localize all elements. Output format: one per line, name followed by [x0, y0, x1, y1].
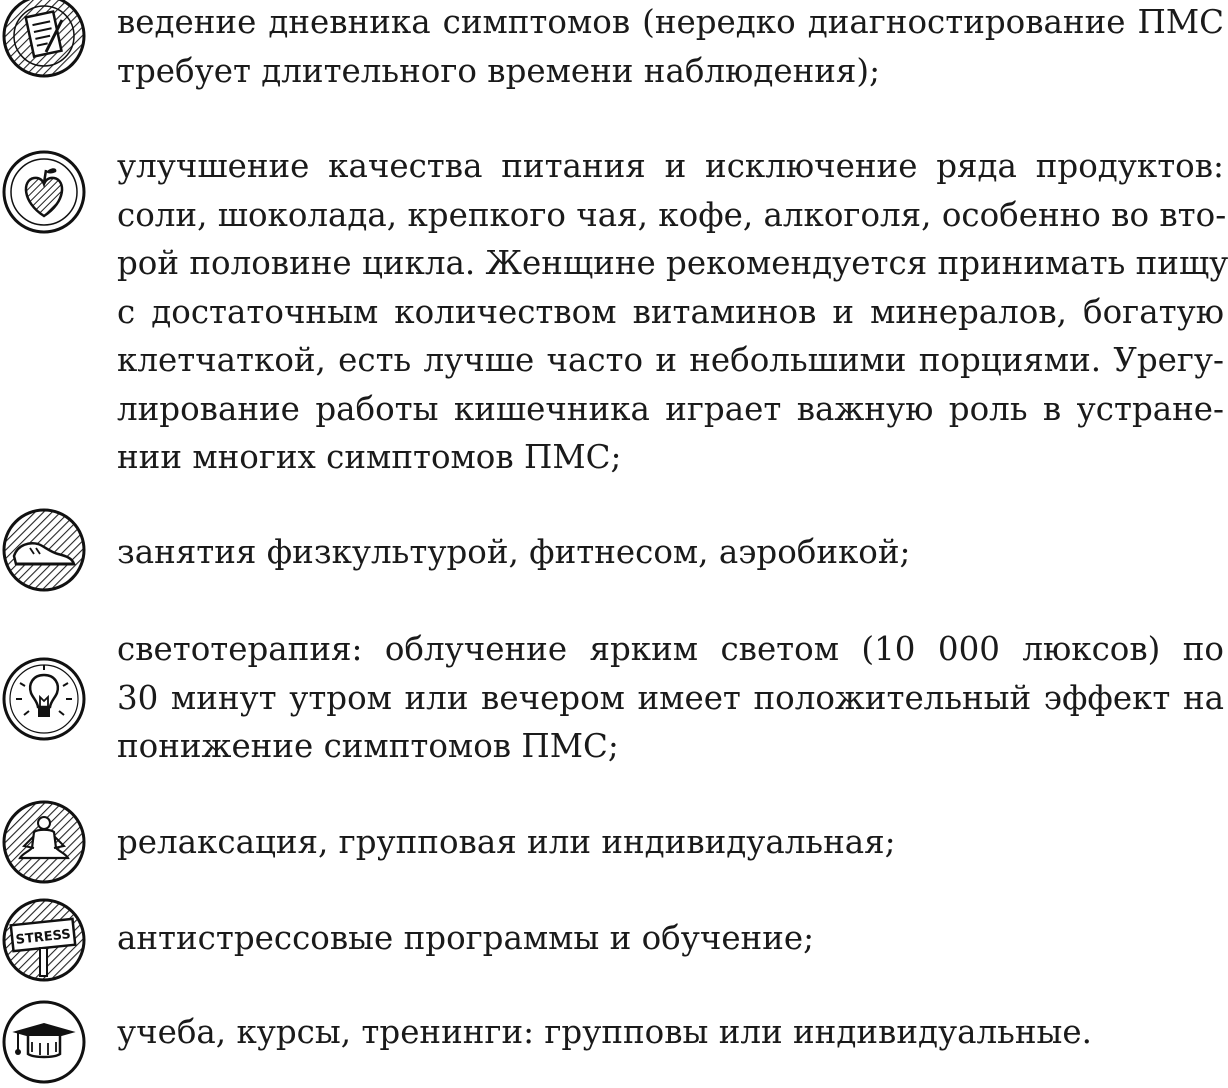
item-text [117, 0, 1224, 95]
sneaker-icon [0, 504, 92, 596]
text-line: 30 минут утром или вечером имеет положительный эффект на [117, 678, 1224, 717]
text-line: нии многих симптомов ПМС; [117, 438, 622, 476]
diary-notebook-pen-icon [0, 0, 92, 82]
text-line: занятия физкультурой, фитнесом, аэробикой; [117, 533, 911, 571]
text-line: рой половине цикла. Женщине рекомендуется принимать пищу [117, 244, 1228, 282]
text-line: с достаточным количеством витаминов и минералов, богатую [117, 292, 1224, 331]
stress-sign-icon [0, 894, 92, 986]
text-line: антистрессовые программы и обучение; [117, 919, 815, 957]
light-bulb-icon [0, 653, 92, 745]
item-text [117, 528, 1224, 577]
text-line: клетчаткой, есть лучше часто и небольшими порциями. Урегу- [117, 341, 1224, 379]
text-line: лирование работы кишечника играет важную роль в устране- [117, 389, 1224, 428]
item-text [117, 1008, 1224, 1057]
text-line: релаксация, групповая или индивидуальная; [117, 823, 896, 861]
item-text [117, 142, 1228, 482]
stress-sign-label: STRESS [14, 927, 72, 948]
text-line: понижение симптомов ПМС; [117, 727, 619, 765]
meditation-figure-icon [0, 796, 92, 888]
item-text [117, 914, 1224, 963]
text-line: требует длительного времени наблюдения); [117, 51, 881, 90]
text-line: светотерапия: облучение ярким светом (10 000 люксов) по [117, 630, 1224, 668]
graduation-cap-icon [0, 996, 92, 1088]
text-line: учеба, курсы, тренинги: групповы или индивидуальные. [117, 1013, 1092, 1051]
item-text [117, 625, 1224, 771]
apple-heart-icon [0, 146, 92, 238]
text-line: улучшение качества питания и исключение ряда продуктов: [117, 147, 1224, 185]
text-line: ведение дневника симптомов (нередко диагностирование ПМС [117, 3, 1224, 41]
item-text [117, 818, 1224, 867]
text-line: соли, шоколада, крепкого чая, кофе, алкоголя, особенно во вто- [117, 195, 1227, 234]
